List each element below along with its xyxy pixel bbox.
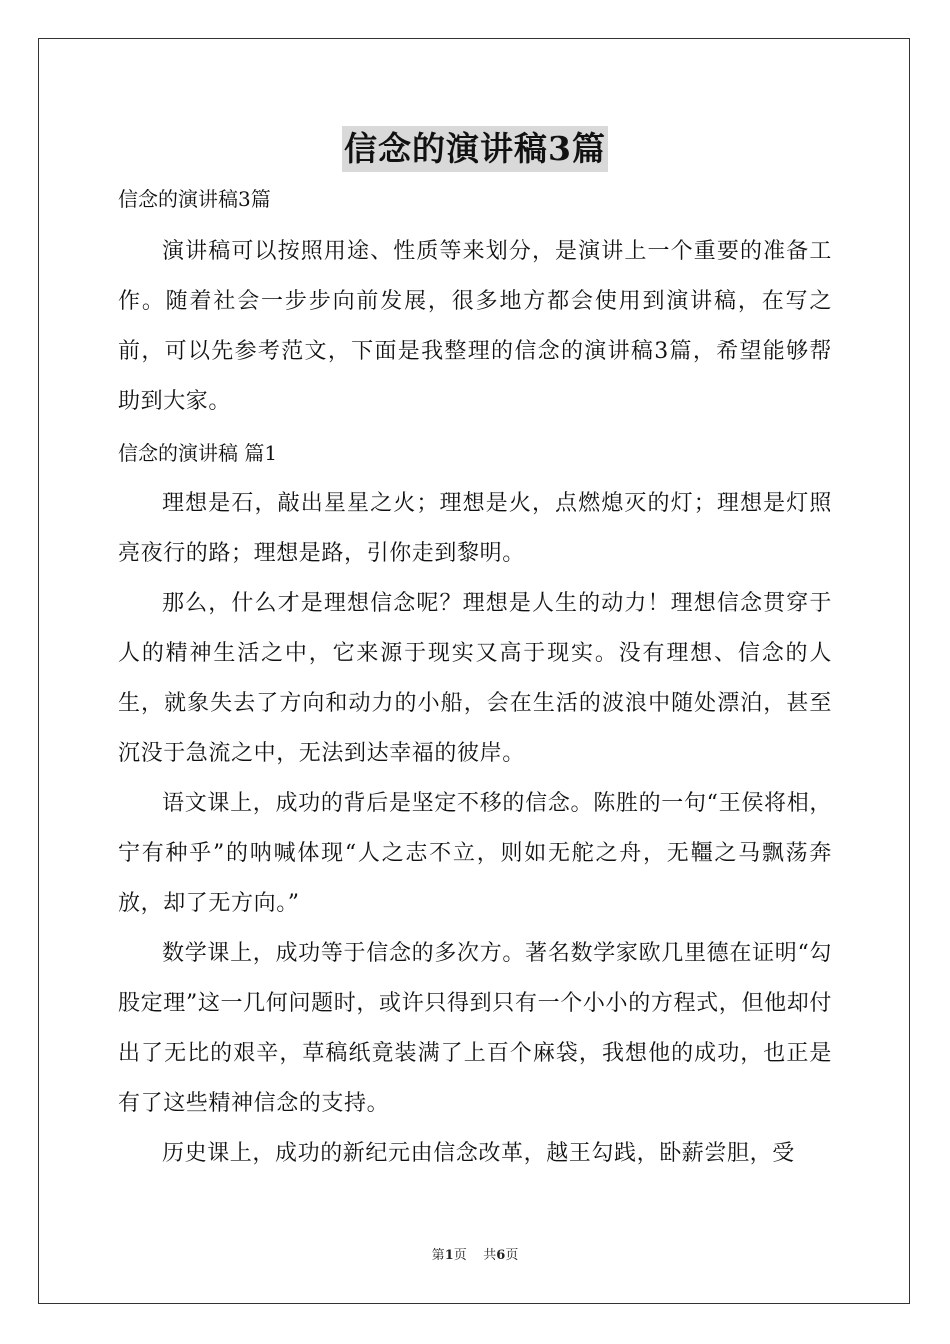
document-title-text: 信念的演讲稿3篇 — [342, 126, 608, 172]
document-subtitle: 信念的演讲稿3篇 — [118, 187, 271, 211]
section-heading: 信念的演讲稿 篇1 — [118, 441, 278, 465]
page-mid: 页 共 — [453, 1248, 497, 1263]
current-page-number: 1 — [444, 1248, 454, 1263]
total-pages-number: 6 — [496, 1248, 506, 1263]
page-prefix: 第 — [431, 1248, 445, 1263]
body-paragraph: 那么，什么才是理想信念呢？理想是人生的动力！理想信念贯穿于人的精神生活之中，它来源于现实又高于现实。没有理想、信念的人生，就象失去了方向和动力的小船，会在生活的波浪中随处漂泊，甚至沉没于急流之中，无法到达幸福的彼岸。 — [118, 591, 832, 766]
spacer — [118, 219, 832, 227]
document-body — [118, 179, 832, 1179]
intro-paragraph: 演讲稿可以按照用途、性质等来划分，是演讲上一个重要的准备工作。随着社会一步步向前发展，很多地方都会使用到演讲稿，在写之前，可以先参考范文，下面是我整理的信念的演讲稿3篇，希望能够帮助到大家。 — [118, 239, 832, 414]
body-paragraph: 理想是石，敲出星星之火；理想是火，点燃熄灭的灯；理想是灯照亮夜行的路；理想是路，引你走到黎明。 — [118, 491, 832, 566]
page-footer — [0, 1247, 950, 1265]
body-paragraph: 数学课上，成功等于信念的多次方。著名数学家欧几里德在证明“勾股定理”这一几何问题时，或许只得到只有一个小小的方程式，但他却付出了无比的艰辛，草稿纸竟装满了上百个麻袋，我想他的成功，也正是有了这些精神信念的支持。 — [118, 941, 832, 1116]
body-paragraph: 语文课上，成功的背后是坚定不移的信念。陈胜的一句“王侯将相，宁有种乎”的呐喊体现“人之志不立，则如无舵之舟，无韁之马飘荡奔放，却了无方向。” — [118, 791, 832, 916]
document-title — [0, 126, 950, 172]
page-suffix: 页 — [505, 1248, 519, 1263]
body-paragraph: 历史课上，成功的新纪元由信念改革，越王勾践，卧薪尝胆，受 — [162, 1141, 795, 1166]
